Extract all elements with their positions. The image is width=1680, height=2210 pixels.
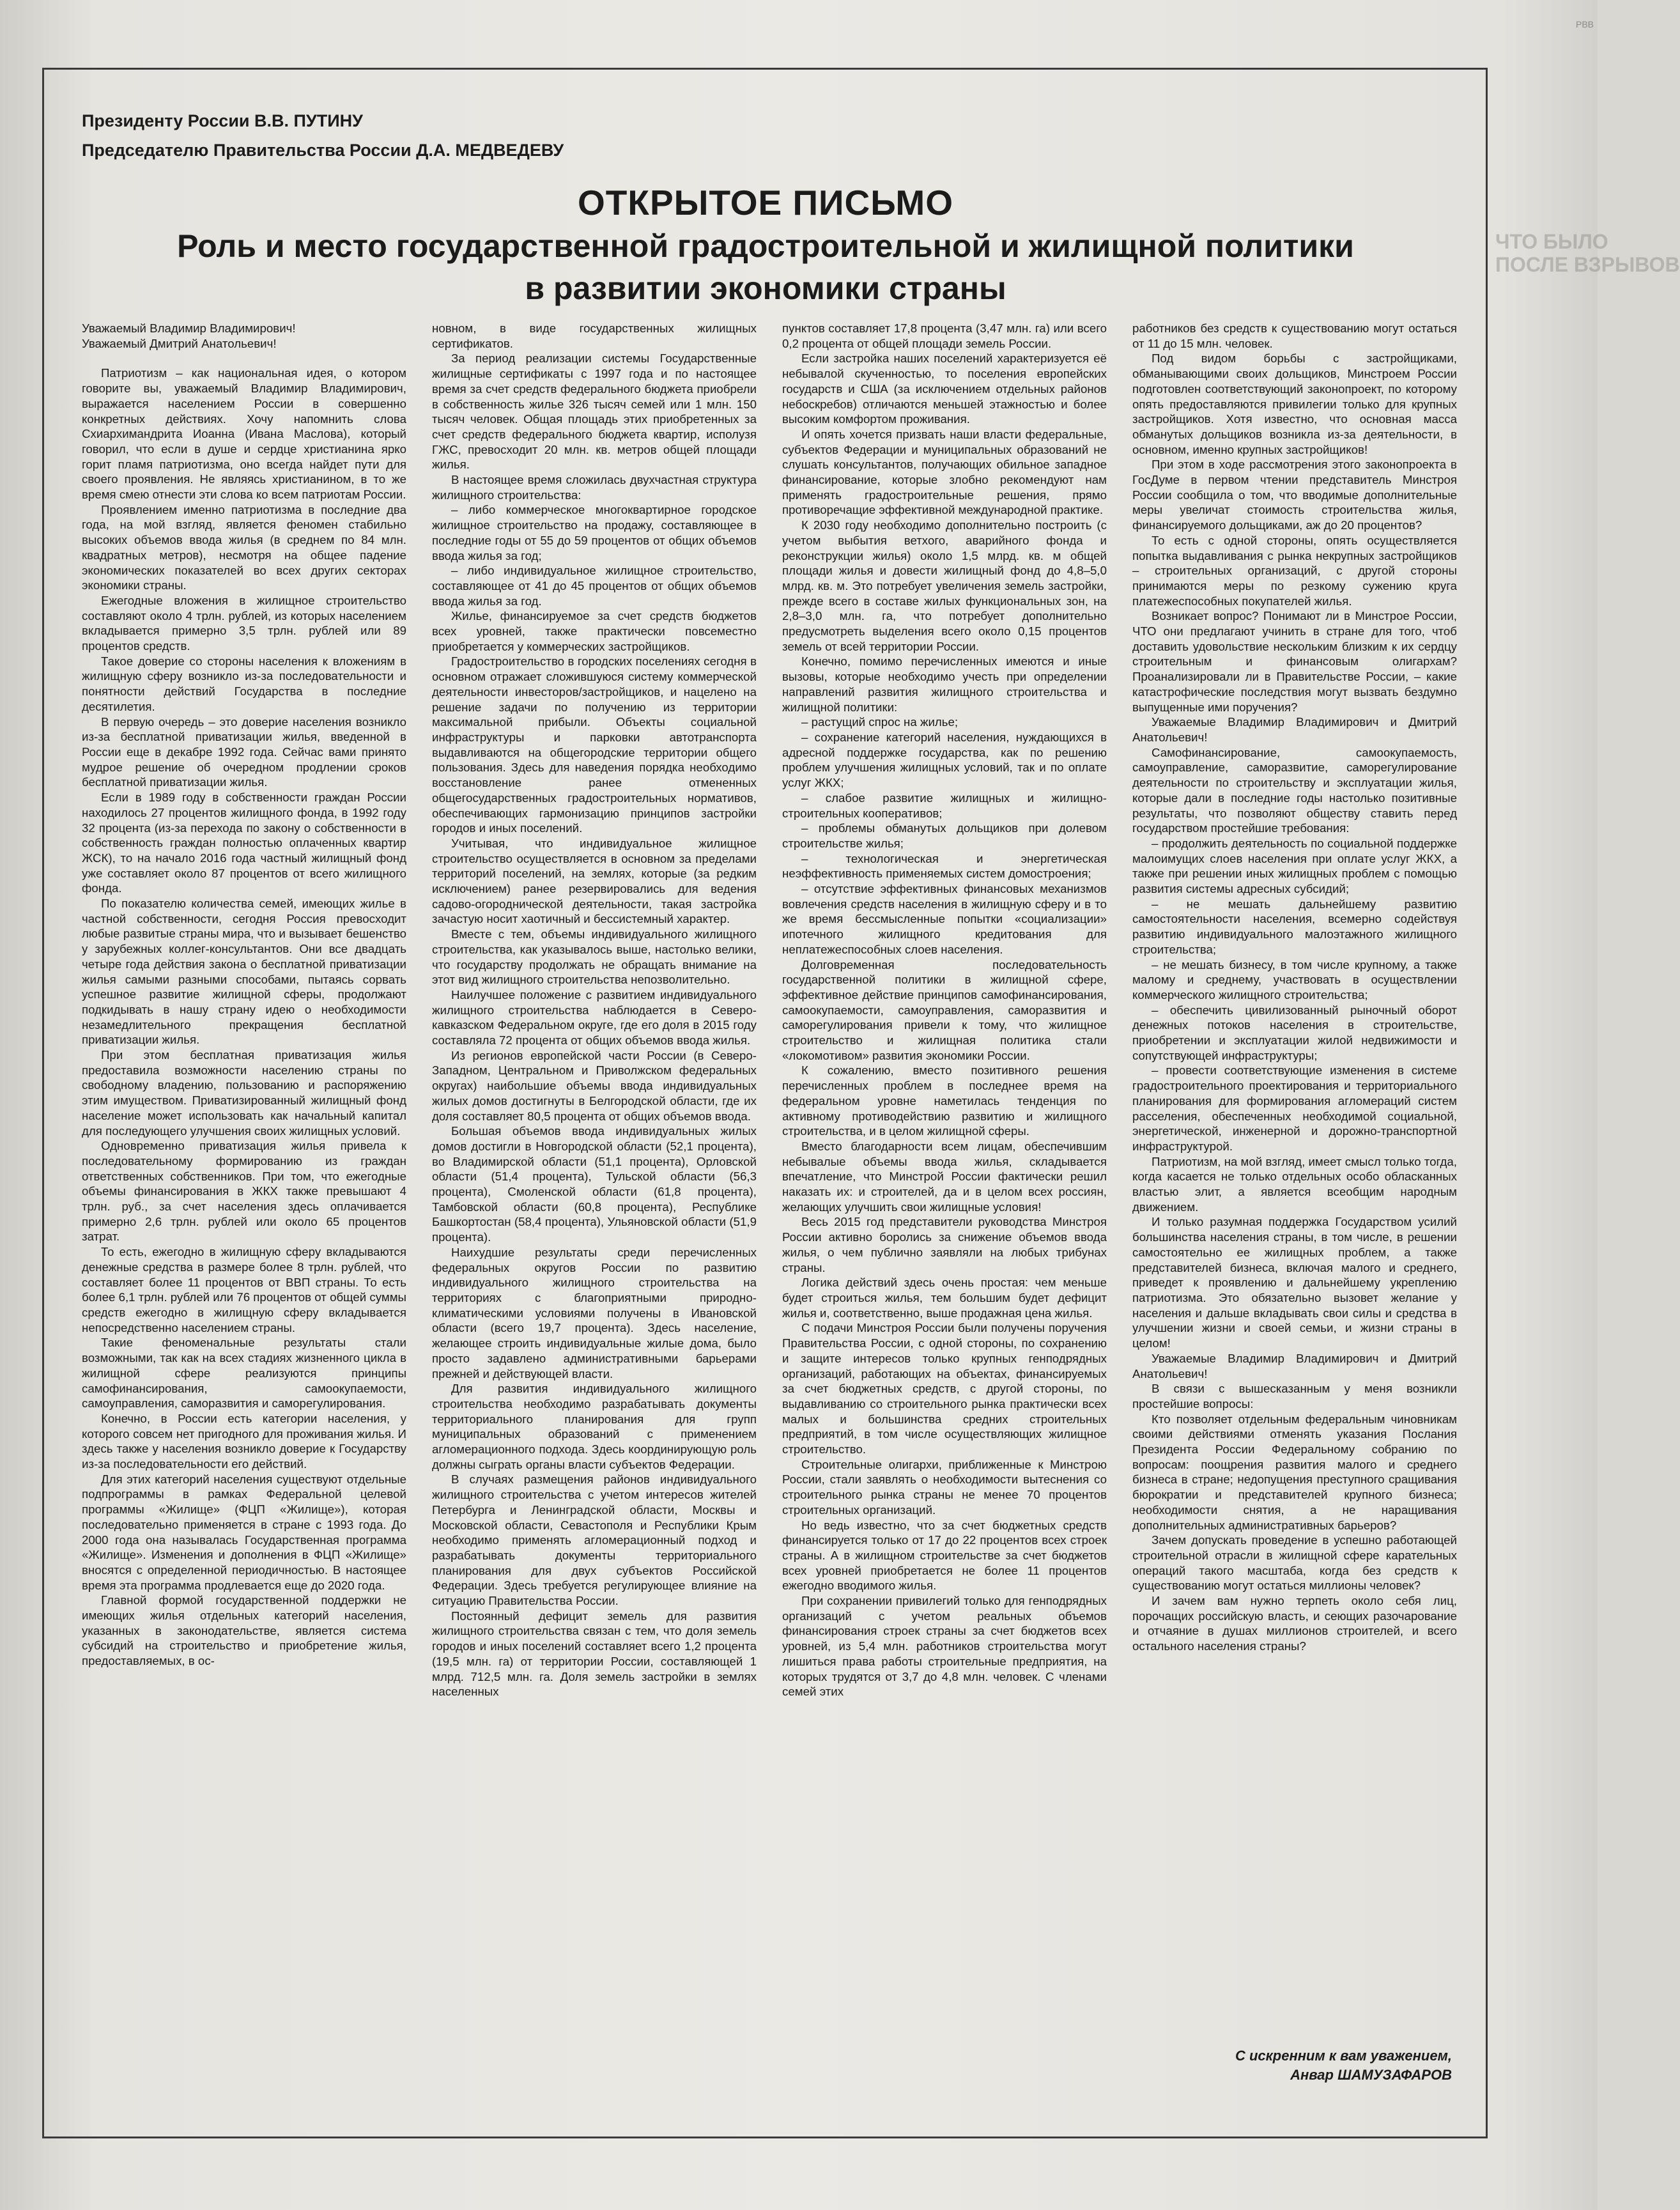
paragraph: Конечно, в России есть категории населения, у которого совсем нет пригодного для проживания жилья. И здесь также у населения возникло доверие к Государству из-за последовательности его действий.	[82, 1411, 406, 1471]
paragraph: При сохранении привилегий только для генподрядных организаций с учетом реальных объемов финансирования строек страны за счет бюджетов всех уровней, из 5,4 млн. работников строительства могут лишиться права работы строительные предприятия, на которых трудятся от 3,7 до 4,8 млн. человек. С членами семей этих	[782, 1594, 1107, 1699]
paragraph: – либо коммерческое многоквартирное городское жилищное строительство на продажу, составляющее в последние годы от 55 до 59 процентов от общих объемов ввода жилья за год;	[432, 503, 757, 562]
headline	[82, 180, 1449, 309]
paragraph: По показателю количества семей, имеющих жилье в частной собственности, сегодня Россия превосходит любые развитые страны мира, что и вызывает бешенство у зарубежных коллег-консультантов. Они все двадцать четыре года действия закона о бесплатной приватизации жилья самыми разными способами, пытаясь сорвать успешное развитие жилищной сферы, продолжают подкидывать в нашу страну идею о необходимости незамедлительного прекращения бесплатной приватизации жилья.	[82, 897, 406, 1047]
adjacent-page-bleed	[1495, 230, 1680, 276]
paragraph: И только разумная поддержка Государством усилий большинства населения страны, в том числе, в решении самостоятельно ее жилищных проблем, а также представителей бизнеса, включая малого и среднего, приведет к проявлению и дальнейшему укреплению патриотизма. Это обязательно вызовет желание у населения и дальше вкладывать свои силы и средства в улучшении жизни и своей семьи, и жизни страны в целом!	[1132, 1215, 1457, 1350]
paragraph: Долговременная последовательность государственной политики в жилищной сфере, эффективное действие принципов самофинансирования, самоокупаемости, самоуправления, саморазвития и саморегулирования привели к тому, что жилищное строительство и жилищная политика стали «локомотивом» развития экономики России.	[782, 957, 1107, 1062]
paragraph: Патриотизм, на мой взгляд, имеет смысл только тогда, когда касается не только отдельных особо обласканных властью элит, а является всеобщим народным движением.	[1132, 1154, 1457, 1214]
paragraph: Из регионов европейской части России (в Северо-Западном, Центральном и Приволжском федеральных округах) наибольшие объемы ввода индивидуальных жилых домов достигнуты в Белгородской области, где их доля составляет 80,5 процента от общих объемов ввода.	[432, 1048, 757, 1123]
paragraph: То есть с одной стороны, опять осуществляется попытка выдавливания с рынка некрупных застройщиков – строительных организаций, с другой стороны принимаются меры по резкому сужению круга платежеспособных покупателей жилья.	[1132, 533, 1457, 608]
paragraph: При этом бесплатная приватизация жилья предоставила возможности населению страны по свободному владению, пользованию и распоряжению этим имуществом. Приватизированный жилищный фонд население может использовать как начальный капитал для последующего улучшения своих жилищных условий.	[82, 1048, 406, 1138]
column-1	[82, 321, 406, 2098]
paragraph: Под видом борьбы с застройщиками, обманывающими своих дольщиков, Минстроем России подготовлен соответствующий законопроект, по которому опять предоставляются привилегии только для крупных застройщиков. Хотя известно, что основная масса обманутых дольщиков возникла из-за деятельности, в основном, именно крупных застройщиков!	[1132, 352, 1457, 456]
paragraph: – не мешать бизнесу, в том числе крупному, а также малому и среднему, участвовать в осуществлении коммерческого жилищного строительства;	[1132, 957, 1457, 1001]
paragraph: Наилучшее положение с развитием индивидуального жилищного строительства наблюдается в Северо-кавказском Федеральном округе, где его доля в 2015 году составляла 72 процента от общих объемов ввода жилья.	[432, 987, 757, 1047]
signature-block	[1235, 2046, 1452, 2085]
paragraph: Если застройка наших поселений характеризуется её небывалой скученностью, то поселения европейских государств и США (за исключением отдельных районов небоскребов) отличаются меньшей этажностью и более высоким комфортом проживания.	[782, 352, 1107, 426]
paragraph: Для развития индивидуального жилищного строительства необходимо разрабатывать документы территориального планирования для групп муниципальных образований с применением агломерационного подхода. Здесь координирующую роль должны сыграть органы власти субъектов Федерации.	[432, 1382, 757, 1471]
paragraph: К 2030 году необходимо дополнительно построить (с учетом выбытия ветхого, аварийного фонда и реконструкции жилья) около 1,5 млрд. кв. м общей площади жилья и довести жилищный фонд до 4,8–5,0 млрд. кв. м. Это потребует увеличения земель застройки, прежде всего в составе жилых функциональных зон, на 2,8–3,0 млн. га, что потребует дополнительно предусмотреть выделения всего около 0,15 процентов земель от всей территории России.	[782, 518, 1107, 653]
paragraph: – проблемы обманутых дольщиков при долевом строительстве жилья;	[782, 821, 1107, 850]
headline-main: ОТКРЫТОЕ ПИСЬМО	[578, 183, 953, 222]
paragraph: Большая объемов ввода индивидуальных жилых домов достигли в Новгородской области (52,1 процента), во Владимирской области (51,1 процента), Орловской области (51,4 процента), Тульской области (56,3 процента), Смоленской области (61,8 процента), Тамбовской области (60,8 процента), Республике Башкортостан (58,4 процента), Ульяновской области (51,9 процента).	[432, 1124, 757, 1244]
column-3	[782, 321, 1107, 2098]
paragraph: Весь 2015 год представители руководства Минстроя России активно боролись за снижение объемов ввода жилья, о чем публично заявляли на любых трибунах страны.	[782, 1215, 1107, 1274]
paragraph: То есть, ежегодно в жилищную сферу вкладываются денежные средства в размере более 8 трлн. рублей, что составляет более 11 процентов от ВВП страны. То есть более 6,1 трлн. рублей или 76 процентов от общей суммы средств ежегодно в жилищную сферу вкладывается непосредственно населением страны.	[82, 1245, 406, 1334]
paragraph: – обеспечить цивилизованный рыночный оборот денежных потоков населения в строительстве, приобретении и эксплуатации жилой недвижимости и сопутствующей инфраструктуры;	[1132, 1003, 1457, 1062]
paragraph: – отсутствие эффективных финансовых механизмов вовлечения средств населения в жилищную сферу и в то же время бессмысленные попытки «социализации» ипотечного жилищного кредитования для неплатежеспособных слоев населения.	[782, 882, 1107, 956]
paragraph: – слабое развитие жилищных и жилищно-строительных кооперативов;	[782, 791, 1107, 820]
paragraph: К сожалению, вместо позитивного решения перечисленных проблем в последнее время на федеральном уровне наметилась тенденция по активному противодействию развитию и жилищного строительства, и в целом жилищной сферы.	[782, 1063, 1107, 1138]
paragraph: Уважаемый Дмитрий Анатольевич!	[82, 336, 277, 350]
paragraph: Патриотизм – как национальная идея, о котором говорите вы, уважаемый Владимир Владимирович, выражается населением России в совершенно конкретных действиях. Хочу напомнить слова Схиархимандрита Иоанна (Ивана Маслова), который говорил, что если в душе и сердце христианина ярко горит пламя патриотизма, оно всегда найдет пути для своего проявления. Не являясь христианином, в то же время смею отнести эти слова ко всем патриотам России.	[82, 366, 406, 502]
paragraph: Одновременно приватизация жилья привела к последовательному формированию из граждан ответственных собственников. При том, что ежегодные объемы финансирования в ЖКХ также превышают 4 трлн. руб., за счет населения здесь оплачивается примерно 2,6 трлн. рублей или около 65 процентов затрат.	[82, 1139, 406, 1244]
paragraph: Если в 1989 году в собственности граждан России находилось 27 процентов жилищного фонда, в 1992 году 32 процента (из-за перехода по закону о собственности в собственность граждан полностью оплаченных квартир ЖСК), то на начало 2016 года частный жилищный фонд уже составляет около 87 процентов от всего жилищного фонда.	[82, 791, 406, 895]
paragraph: В связи с вышесказанным у меня возникли простейшие вопросы:	[1132, 1382, 1457, 1410]
column-4	[1132, 321, 1457, 2098]
paragraph: работников без средств к существованию могут остаться от 11 до 15 млн. человек.	[1132, 321, 1457, 350]
paragraph: При этом в ходе рассмотрения этого законопроекта в ГосДуме в первом чтении представитель Минстроя России сообщила о том, что вводимые дополнительные меры увеличат стоимость строительства жилья, финансируемого дольщиками, аж до 20 процентов?	[1132, 458, 1457, 532]
paragraph: – либо индивидуальное жилищное строительство, составляющее от 41 до 45 процентов от общих объемов ввода жилья за год.	[432, 564, 757, 608]
headline-sub-line-1: Роль и место государственной градостроительной и жилищной политики	[177, 228, 1354, 264]
paragraph: Вместо благодарности всем лицам, обеспечившим небывалые объемы ввода жилья, складывается впечатление, что Минстрой России фактически решил наказать их: и строителей, да и в целом всех россиян, желающих улучшить свои жилищные условия!	[782, 1139, 1107, 1214]
paragraph: Ежегодные вложения в жилищное строительство составляют около 4 трлн. рублей, из которых населением вкладывается примерно 3,5 трлн. рублей или 89 процентов средств.	[82, 593, 406, 653]
paragraph: Уважаемые Владимир Владимирович и Дмитрий Анатольевич!	[1132, 715, 1457, 744]
paragraph: пунктов составляет 17,8 процента (3,47 млн. га) или всего 0,2 процента от общей площади земель России.	[782, 321, 1107, 350]
paragraph: И зачем вам нужно терпеть около себя лиц, порочащих российскую власть, и сеющих разочарование и отчаяние в душах миллионов строителей, и всего остального населения страны?	[1132, 1594, 1457, 1653]
paragraph: Но ведь известно, что за счет бюджетных средств финансируется только от 17 до 22 процентов всех строек страны. А в жилищном строительстве за счет бюджетов всех уровней приобретается не более 11 процентов ежегодно вводимого жилья.	[782, 1518, 1107, 1593]
paragraph: Самофинансирование, самоокупаемость, самоуправление, саморазвитие, саморегулирование деятельности по строительству и эксплуатации жилья, которые дали в последние годы настолько позитивные результаты, что позволяют обществу ставить перед государством простейшие требования:	[1132, 745, 1457, 835]
bleed-line-1: ЧТО БЫЛО	[1495, 230, 1608, 253]
paragraph: Такое доверие со стороны населения к вложениям в жилищную сферу возникло из-за последовательности и понятности действий Государства в последние десятилетия.	[82, 654, 406, 713]
paragraph: – не мешать дальнейшему развитию самостоятельности населения, всемерно содействуя развитию индивидуального малоэтажного жилищного строительства;	[1132, 897, 1457, 956]
paragraph: Кто позволяет отдельным федеральным чиновникам своими действиями отменять указания Послания Президента России Федеральному собранию по вопросам: поощрения развития малого и среднего бизнеса в стране; недопущения преступного сращивания бюрократии и представителей крупного бизнеса; необходимости снятия, а не наращивания дополнительных административных барьеров?	[1132, 1412, 1457, 1532]
paragraph: В настоящее время сложилась двухчастная структура жилищного строительства:	[432, 473, 757, 502]
paragraph: – технологическая и энергетическая неэффективность применяемых систем домостроения;	[782, 851, 1107, 881]
bleed-line-2: ПОСЛЕ ВЗРЫВОВ	[1495, 253, 1680, 276]
paragraph: Градостроительство в городских поселениях сегодня в основном отражает сложившуюся систему коммерческой деятельности инвесторов/застройщиков, и нацелено на решение задачи по получению из территории максимальной прибыли. Объекты социальной инфраструктуры и парковки автотранспорта выдавливаются на общегородские территории общего пользования. Здесь для наведения порядка необходимо восстановление ранее отмененных общегосударственных градостроительных нормативов, обеспечивающих гармонизацию принципов застройки городов и иных поселений.	[432, 654, 757, 835]
addressee-block	[82, 106, 564, 165]
paragraph: Возникает вопрос? Понимают ли в Минстрое России, ЧТО они предлагают учинить в стране для того, чтоб доставить удовольствие нескольким близким к их сердцу строительным и финансовым олигархам? Проанализировали ли в Правительстве России, – какие катастрофические последствия могут вызвать бездумно выпущенные ими поручения?	[1132, 609, 1457, 714]
paragraph: – растущий спрос на жилье;	[801, 715, 959, 729]
paragraph: Наихудшие результаты среди перечисленных федеральных округов России по развитию индивидуального жилищного строительства на территориях с благоприятными природно-климатическими условиями получены в Ивановской области (всего 19,7 процента). Здесь население, желающее строить индивидуальные жилые дома, было просто задавлено административными барьерами прежней и действующей власти.	[432, 1245, 757, 1380]
paragraph: Учитывая, что индивидуальное жилищное строительство осуществляется в основном за пределами территорий поселений, на землях, которые (за редким исключением) ранее резервировались для ведения садово-огороднической деятельности, такая застройка зачастую носит хаотичный и бессистемный характер.	[432, 836, 757, 926]
paragraph: Такие феноменальные результаты стали возможными, так как на всех стадиях жизненного цикла в жилищной сфере реализуются принципы самофинансирования, самоокупаемости, самоуправления, саморазвития и саморегулирования.	[82, 1336, 406, 1410]
paragraph: Зачем допускать проведение в успешно работающей строительной отрасли в жилищной сфере карательных операций такого масштаба, когда без средств к существованию могут остаться миллионы человек?	[1132, 1533, 1457, 1593]
paragraph: Строительные олигархи, приближенные к Минстрою России, стали заявлять о необходимости вытеснения со строительного рынка страны не менее 70 процентов строительных организаций.	[782, 1457, 1107, 1517]
paragraph: – продолжить деятельность по социальной поддержке малоимущих слоев населения при оплате услуг ЖКХ, а также при решении иных жилищных проблем с помощью развития системы адресных субсидий;	[1132, 836, 1457, 896]
paragraph: Постоянный дефицит земель для развития жилищного строительства связан с тем, что доля земель городов и иных поселений составляет всего 1,2 процента (19,5 млн. га) от территории России, составляющей 1 млрд. 712,5 млн. га. Доля земель застройки в землях населенных	[432, 1609, 757, 1699]
author-name: Анвар ШАМУЗАФАРОВ	[1290, 2067, 1452, 2083]
paragraph: И опять хочется призвать наши власти федеральные, субъектов Федерации и муниципальных образований не слушать консультантов, получающих обильное западное финансирование, которые злобно рекомендуют нам применять градостроительные решения, прямо противоречащие эффективной международной практике.	[782, 427, 1107, 517]
corner-mark: РВВ	[1575, 19, 1594, 29]
paragraph: новном, в виде государственных жилищных сертификатов.	[432, 321, 757, 350]
paragraph: Жилье, финансируемое за счет средств бюджетов всех уровней, также практически повсеместно приобретается у коммерческих застройщиков.	[432, 609, 757, 653]
paragraph: – провести соответствующие изменения в системе градостроительного проектирования и территориального планирования для формирования агломераций систем расселения, обеспеченных необходимой социальной, энергетической, инженерной и дорожно-транспортной инфраструктурой.	[1132, 1063, 1457, 1153]
paragraph: В первую очередь – это доверие населения возникло из-за бесплатной приватизации жилья, введенной в России еще в декабре 1992 года. Сейчас вами принято мудрое решение об очередном продлении сроков бесплатной приватизации жилья.	[82, 715, 406, 789]
paragraph: – сохранение категорий населения, нуждающихся в адресной поддержке государства, как по решению проблем улучшения жилищных условий, так и по оплате услуг ЖКХ;	[782, 730, 1107, 790]
addressee-prime-minister: Председателю Правительства России Д.А. МЕДВЕДЕВУ	[82, 141, 564, 160]
signoff-greeting: С искренним к вам уважением,	[1235, 2048, 1452, 2064]
paragraph: В случаях размещения районов индивидуального жилищного строительства с учетом интересов жителей Петербурга и Ленинградской области, Москвы и Московской области, Севастополя и Республики Крым необходимо применять агломерационный подход и разрабатывать документы территориального планирования для двух субъектов Российской Федерации. Здесь требуется регулирующее влияние на ситуацию Правительства России.	[432, 1472, 757, 1608]
paragraph: Логика действий здесь очень простая: чем меньше будет строиться жилья, тем большим будет дефицит жилья и, соответственно, выше продажная цена жилья.	[782, 1276, 1107, 1320]
addressee-president: Президенту России В.В. ПУТИНУ	[82, 111, 363, 130]
article-columns	[82, 321, 1457, 2098]
paragraph: Конечно, помимо перечисленных имеются и иные вызовы, которые необходимо учесть при определении направлений развития жилищного строительства и жилищной политики:	[782, 654, 1107, 714]
column-2	[432, 321, 757, 2098]
paragraph: Уважаемый Владимир Владимирович!	[82, 321, 296, 335]
paragraph: Вместе с тем, объемы индивидуального жилищного строительства, как указывалось выше, настолько велики, что государству продолжать не обращать внимание на этот вид жилищного строительства непозволительно.	[432, 927, 757, 987]
paragraph: За период реализации системы Государственные жилищные сертификаты с 1997 года и по настоящее время за счет средств федерального бюджета приобрели в собственность жилье 326 тысяч семей или 1 млн. 150 тысяч человек. Общая площадь этих приобретенных за счет средств федерального бюджета квартир, исполузя ГЖС, превосходит 20 млн. кв. метров общей площади жилья.	[432, 352, 757, 472]
paragraph: Для этих категорий населения существуют отдельные подпрограммы в рамках Федеральной целевой программы «Жилище» (ФЦП «Жилище»), которая последовательно применяется в стране с 1993 года. До 2000 года она называлась Государственная программа «Жилище». Изменения и дополнения в ФЦП «Жилище» вносятся с определенной периодичностью. В настоящее время эта программа продлевается еще до 2020 года.	[82, 1472, 406, 1592]
headline-sub-line-2: в развитии экономики страны	[525, 270, 1006, 306]
paragraph: Уважаемые Владимир Владимирович и Дмитрий Анатольевич!	[1132, 1351, 1457, 1380]
paragraph: Проявлением именно патриотизма в последние два года, на мой взгляд, является феномен стабильно высоких объемов ввода жилья (в среднем по 84 млн. квадратных метров), несмотря на общее падение экономических показателей во всех других секторах экономики страны.	[82, 502, 406, 592]
paragraph: Главной формой государственной поддержки не имеющих жилья отдельных категорий населения, указанных в законодательстве, является система субсидий на строительство и приобретение жилья, предоставляемых, в ос-	[82, 1593, 406, 1668]
paragraph: С подачи Минстроя России были получены поручения Правительства России, с одной стороны, по сохранению и защите интересов только крупных генподрядных организаций, работающих на объектах, финансируемых за счет бюджетных средств, с другой стороны, по выдавливанию со строительного рынка практически всех малых и большинства средних строительных предприятий, в том числе осуществляющих жилищное строительство.	[782, 1321, 1107, 1457]
